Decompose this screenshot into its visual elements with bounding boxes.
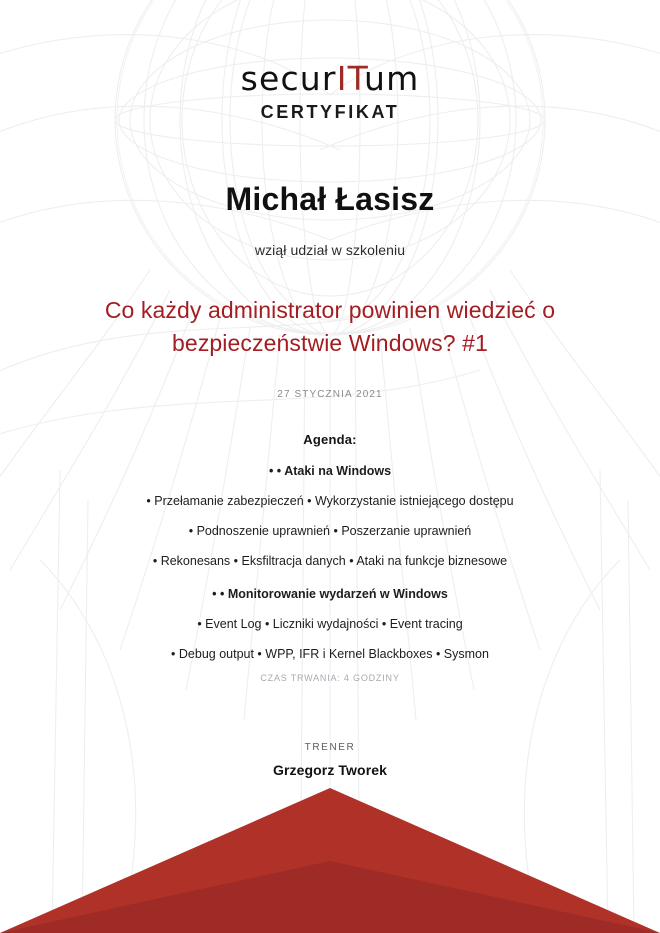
- agenda-heading: Agenda:: [303, 432, 357, 448]
- agenda-line: • • Ataki na Windows: [268, 464, 392, 479]
- logo-suffix: um: [363, 59, 420, 98]
- logo-accent: IT: [336, 59, 364, 98]
- agenda-line: • Debug output • WPP, IFR i Kernel Blackboxes • Sysmon: [171, 646, 489, 661]
- agenda-line: • Event Log • Liczniki wydajności • Event tracing: [197, 616, 463, 631]
- trainer-section: [0, 742, 660, 778]
- course-title: Co każdy administrator powinien wiedzieć o bezpieczeństwie Windows? #1: [104, 297, 556, 356]
- agenda-line: • Rekonesans • Eksfiltracja danych • Ataki na funkcje biznesowe: [152, 553, 508, 568]
- course-duration: CZAS TRWANIA: 4 GODZINY: [260, 673, 400, 684]
- footer-chevron-graphic: [0, 783, 660, 933]
- logo-prefix: secur: [240, 59, 337, 98]
- trainer-name: Grzegorz Tworek: [272, 762, 388, 778]
- logo-wordmark: [0, 59, 660, 98]
- course-date: 27 STYCZNIA 2021: [277, 389, 383, 401]
- brand-logo: [0, 0, 660, 123]
- agenda-line: • Podnoszenie uprawnień • Poszerzanie uprawnień: [188, 524, 472, 539]
- logo-subtitle: CERTYFIKAT: [260, 102, 400, 122]
- agenda-line: • • Monitorowanie wydarzeń w Windows: [212, 586, 448, 601]
- participation-statement: wziął udział w szkoleniu: [254, 242, 406, 258]
- recipient-name: Michał Łasisz: [225, 181, 435, 217]
- trainer-label: TRENER: [304, 742, 356, 753]
- agenda-section: [0, 432, 660, 683]
- agenda-line: • Przełamanie zabezpieczeń • Wykorzystanie istniejącego dostępu: [146, 494, 514, 509]
